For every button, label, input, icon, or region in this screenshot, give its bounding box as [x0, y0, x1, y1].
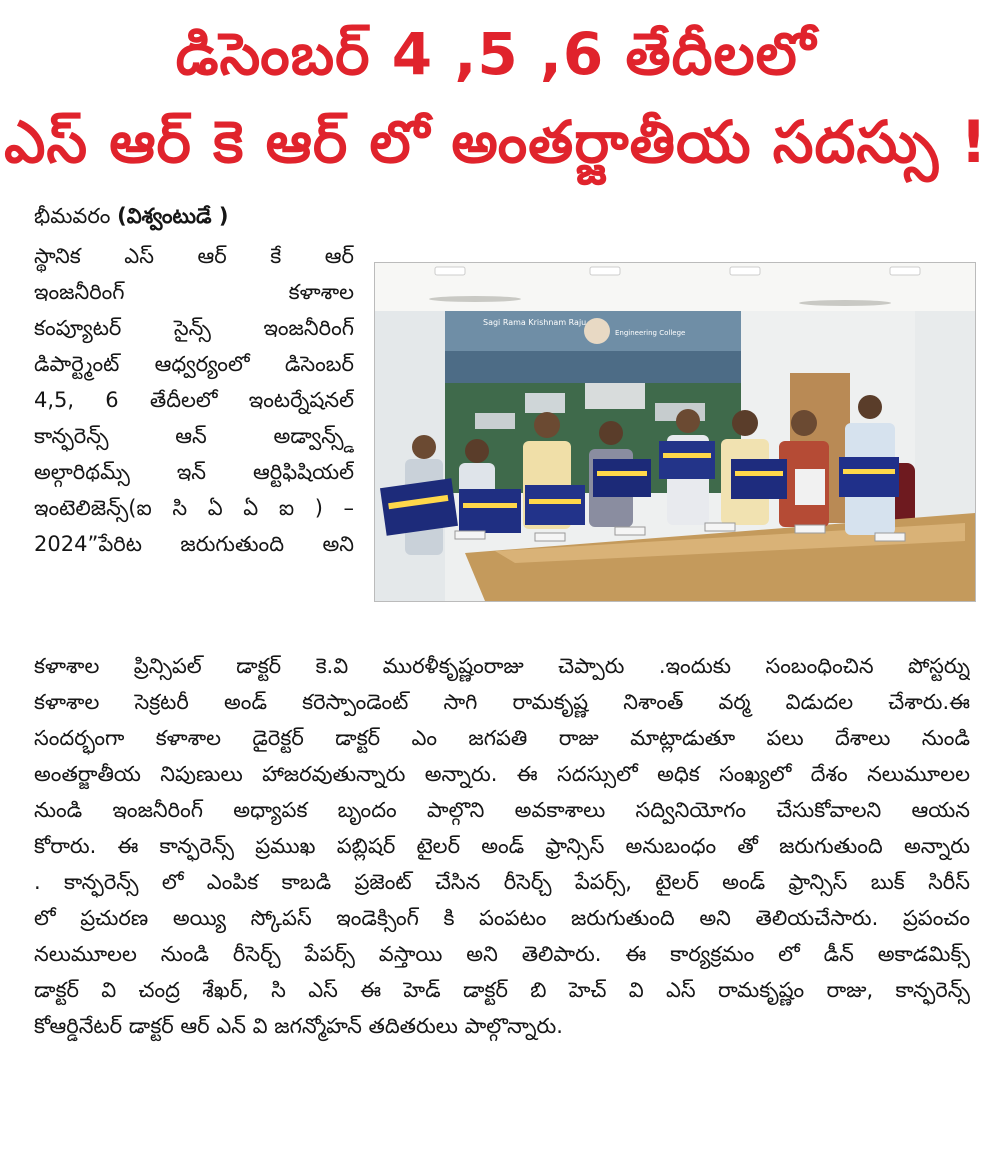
banner-college-name: Sagi Rama Krishnam Raju — [483, 318, 587, 327]
body-line: . కాన్ఫరెన్స్ లో ఎంపిక కాబడి ప్రజెంట్ చేసిన రీసెర్చ్ పేపర్స్, టైలర్ అండ్ ఫ్రాన్సిస్ బుక్ సిరీస్ — [34, 870, 970, 894]
column-text — [34, 238, 354, 562]
body-line: నలుమూలల నుండి రీసెర్చ్ పేపర్స్ వస్తాయి అని తెలిపారు. ఈ కార్యక్రమం లో డీన్ అకాడమిక్స్ — [34, 942, 970, 966]
body-line: కోరారు. ఈ కాన్ఫరెన్స్ ప్రముఖ పబ్లిషర్ టైలర్ అండ్ ఫ్రాన్సిస్ అనుబంధం తో జరుగుతుంది అన్నారు — [34, 834, 970, 858]
body-line: లో ప్రచురణ అయ్యి స్కోపస్ ఇండెక్సింగ్ కి పంపటం జరుగుతుంది అని తెలియచేసారు. ప్రపంచం — [34, 906, 970, 930]
event-photo — [374, 262, 976, 602]
body-line: డాక్టర్ వి చంద్ర శేఖర్, సి ఎస్ ఈ హెడ్ డాక్టర్ బి హెచ్ వి ఎస్ రామకృష్ణం రాజు, కాన్ఫరెన్స్ — [34, 978, 970, 1002]
column-line: కాన్ఫరెన్స్ ఆన్ అడ్వాన్స్డ్ — [34, 424, 354, 448]
body-line: కోఆర్డినేటర్ డాక్టర్ ఆర్ ఎన్ వి జగన్మోహన్ తదితరులు పాల్గొన్నారు. — [34, 1014, 563, 1038]
banner-college-subtext: Engineering College — [615, 329, 686, 337]
column-line: ఇంజనీరింగ్ కళాశాల — [34, 280, 354, 304]
dateline-place: భీమవరం — [34, 204, 111, 228]
body-text — [34, 648, 970, 1044]
column-line: 2024”పేరిట జరుగుతుంది అని — [34, 532, 354, 556]
body-line: సందర్భంగా కళాశాల డైరెక్టర్ డాక్టర్ ఎం జగపతి రాజు మాట్లాడుతూ పలు దేశాలు నుండి — [34, 726, 970, 750]
column-line: డిపార్ట్మెంట్ ఆధ్వర్యంలో డిసెంబర్ — [34, 352, 354, 376]
body-line: అంతర్జాతీయ నిపుణులు హాజరవుతున్నారు అన్నారు. ఈ సదస్సులో అధిక సంఖ్యలో దేశం నలుమూలల — [34, 762, 970, 786]
poster-release-photo — [375, 263, 975, 601]
column-line: స్థానిక ఎస్ ఆర్ కే ఆర్ — [34, 244, 354, 268]
headline-line-2: ఎస్ ఆర్ కె ఆర్ లో అంతర్జాతీయ సదస్సు ! — [4, 108, 988, 176]
body-line: కళాశాల ప్రిన్సిపల్ డాక్టర్ కె.వి మురళీకృష్ణంరాజు చెప్పారు .ఇందుకు సంబంధించిన పోస్టర్ను — [34, 654, 970, 678]
body-line: కళాశాల సెక్రటరీ అండ్ కరెస్పాండెంట్ సాగి రామకృష్ణ నిశాంత్ వర్మ విడుదల చేశారు.ఈ — [34, 690, 970, 714]
dateline — [34, 198, 228, 234]
headline-line-1: డిసెంబర్ 4 ,5 ,6 తేదీలలో — [175, 20, 817, 88]
body-line: నుండి ఇంజనీరింగ్ అధ్యాపక బృందం పాల్గొని అవకాశాలు సద్వినియోగం చేసుకోవాలని ఆయన — [34, 798, 970, 822]
column-line: ఇంటెలిజెన్స్(ఐ సి ఏ ఏ ఐ ) – — [34, 496, 354, 520]
column-line: 4,5, 6 తేదీలలో ఇంటర్నేషనల్ — [34, 388, 354, 412]
column-line: కంప్యూటర్ సైన్స్ ఇంజనీరింగ్ — [34, 316, 354, 340]
column-line: అల్గారిథమ్స్ ఇన్ ఆర్టిఫిషియల్ — [34, 460, 354, 484]
dateline-source: (విశ్వంటుడే ) — [117, 204, 229, 228]
